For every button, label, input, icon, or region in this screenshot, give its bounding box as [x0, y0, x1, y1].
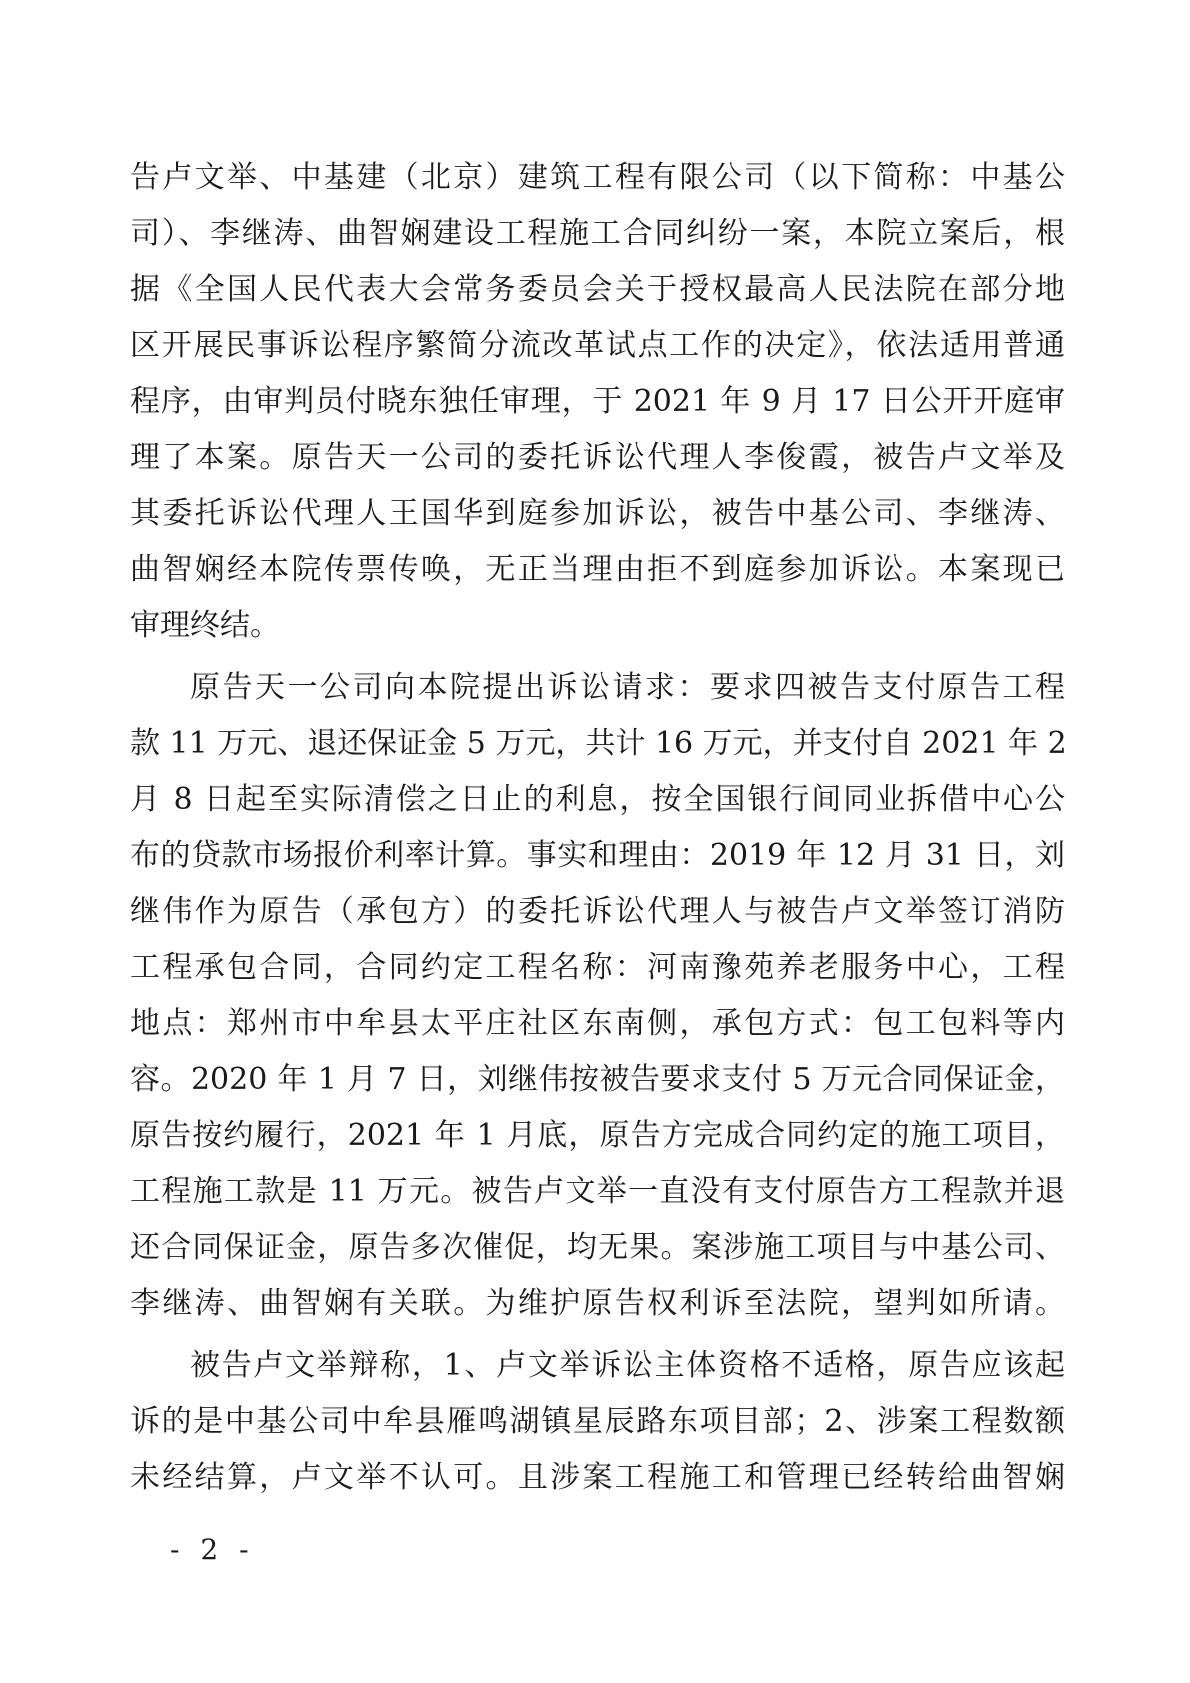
- text-line: 理了本案。原告天一公司的委托诉讼代理人李俊霞，被告卢文举及: [130, 440, 1065, 475]
- page-number: - 2 -: [170, 1533, 255, 1566]
- paragraph-2: [130, 660, 1065, 1332]
- text-line: 李继涛、曲智娴有关联。为维护原告权利诉至法院，望判如所请。: [130, 1286, 1065, 1321]
- text-line: 工程施工款是 11 万元。被告卢文举一直没有支付原告方工程款并退: [130, 1174, 1065, 1209]
- text-line: 区开展民事诉讼程序繁简分流改革试点工作的决定》，依法适用普通: [130, 328, 1065, 363]
- document-body: [130, 150, 1065, 1506]
- text-line: 工程承包合同，合同约定工程名称：河南豫苑养老服务中心，工程: [130, 950, 1065, 985]
- text-line: 据《全国人民代表大会常务委员会关于授权最高人民法院在部分地: [130, 272, 1065, 307]
- text-line: 告卢文举、中基建（北京）建筑工程有限公司（以下简称：中基公: [130, 160, 1065, 195]
- paragraph-3: [130, 1338, 1065, 1506]
- text-line: 其委托诉讼代理人王国华到庭参加诉讼，被告中基公司、李继涛、: [130, 496, 1065, 531]
- text-line: 还合同保证金，原告多次催促，均无果。案涉施工项目与中基公司、: [130, 1230, 1065, 1265]
- text-line: 款 11 万元、退还保证金 5 万元，共计 16 万元，并支付自 2021 年 2: [130, 726, 1067, 761]
- paragraph-1: [130, 150, 1065, 654]
- text-line: 布的贷款市场报价利率计算。事实和理由：2019 年 12 月 31 日，刘: [130, 838, 1065, 873]
- text-line: 司）、李继涛、曲智娴建设工程施工合同纠纷一案，本院立案后，根: [130, 216, 1065, 251]
- text-line: 审理终结。: [130, 608, 280, 643]
- text-line: 原告按约履行，2021 年 1 月底，原告方完成合同约定的施工项目，: [130, 1118, 1065, 1153]
- text-line: 曲智娴经本院传票传唤，无正当理由拒不到庭参加诉讼。本案现已: [130, 552, 1065, 587]
- text-line: 月 8 日起至实际清偿之日止的利息，按全国银行间同业拆借中心公: [130, 782, 1065, 817]
- text-line: 地点：郑州市中牟县太平庄社区东南侧，承包方式：包工包料等内: [130, 1006, 1065, 1041]
- text-line: 容。2020 年 1 月 7 日，刘继伟按被告要求支付 5 万元合同保证金，: [130, 1062, 1065, 1097]
- text-line: 诉的是中基公司中牟县雁鸣湖镇星辰路东项目部；2、涉案工程数额: [130, 1404, 1065, 1439]
- text-line: 被告卢文举辩称，1、卢文举诉讼主体资格不适格，原告应该起: [190, 1348, 1065, 1383]
- text-line: 程序，由审判员付晓东独任审理，于 2021 年 9 月 17 日公开开庭审: [130, 384, 1065, 419]
- text-line: 继伟作为原告（承包方）的委托诉讼代理人与被告卢文举签订消防: [130, 894, 1065, 929]
- text-line: 未经结算，卢文举不认可。且涉案工程施工和管理已经转给曲智娴: [130, 1460, 1065, 1495]
- text-line: 原告天一公司向本院提出诉讼请求：要求四被告支付原告工程: [190, 670, 1065, 705]
